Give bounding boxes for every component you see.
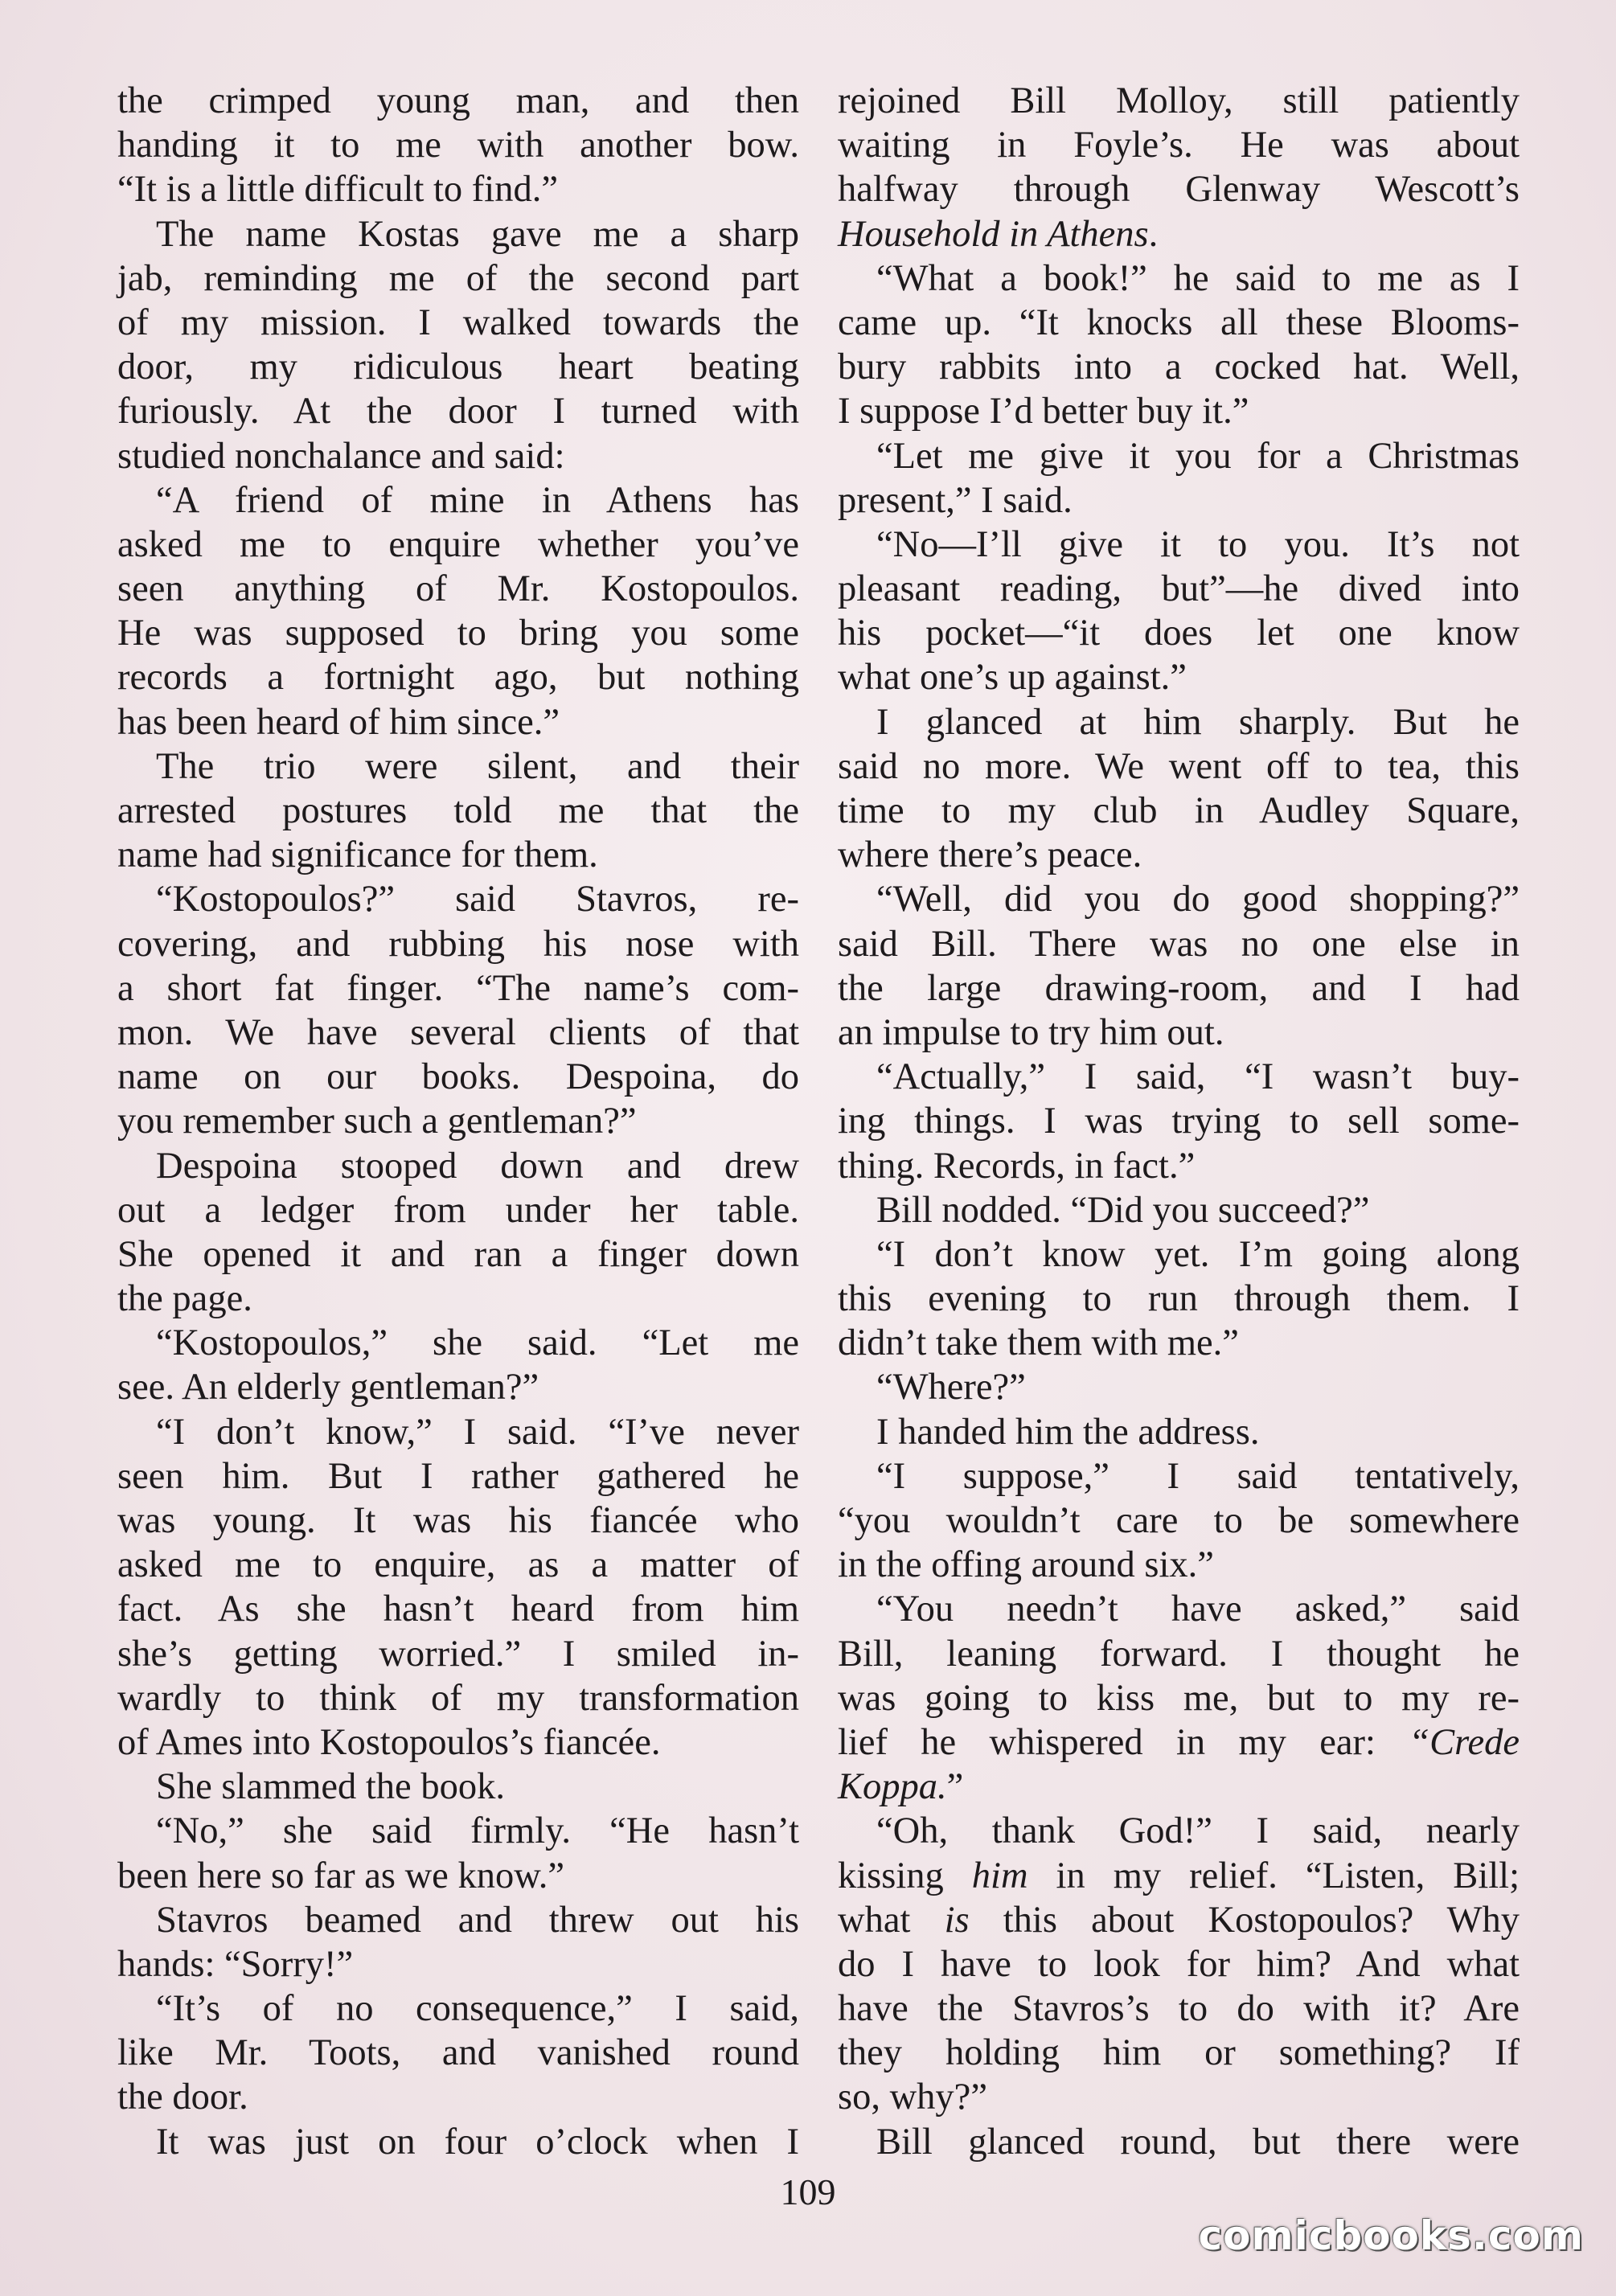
text-line: came up. “It knocks all these Blooms- (838, 301, 1520, 343)
text-line: “Well, did you do good shopping?” (876, 879, 1520, 920)
text-line: rejoined Bill Molloy, still patiently (838, 80, 1520, 121)
text-line: thing. Records, in fact.” (838, 1145, 1196, 1187)
text-line: have the Stavros’s to do with it? Are (838, 1988, 1520, 2030)
text-line: “It’s of no consequence,” I said, (156, 1988, 799, 2030)
text-line: furiously. At the door I turned with (117, 391, 799, 433)
text-line: an impulse to try him out. (838, 1011, 1224, 1053)
text-line: Bill glanced round, but there were (876, 2121, 1520, 2163)
text-line: jab, reminding me of the second part (117, 257, 799, 299)
text-line: mon. We have several clients of that (117, 1011, 799, 1053)
text-line: handing it to me with another bow. (117, 125, 799, 166)
text-line: she’s getting worried.” I smiled in- (117, 1633, 799, 1675)
italic-text: Koppa. (838, 1766, 947, 1808)
text-line: “I don’t know,” I said. “I’ve never (156, 1411, 799, 1453)
text-line: Despoina stooped down and drew (156, 1145, 799, 1187)
text-line: see. An elderly gentleman?” (117, 1367, 539, 1408)
text-line: was young. It was his fiancée who (117, 1500, 799, 1541)
text-line: The trio were silent, and their (156, 745, 799, 787)
italic-text: “Crede (1409, 1721, 1520, 1763)
text-line: “you wouldn’t care to be somewhere (838, 1500, 1520, 1541)
watermark-logo: comicbooks.com (1198, 2212, 1584, 2259)
text-line: pleasant reading, but”—he dived into (838, 568, 1520, 610)
text-line: didn’t take them with me.” (838, 1322, 1239, 1364)
right-text-column (838, 79, 1520, 2164)
text-line: The name Kostas gave me a sharp (156, 213, 799, 255)
text-line: Stavros beamed and threw out his (156, 1899, 799, 1941)
text-line: been here so far as we know.” (117, 1855, 565, 1896)
text-line: name on our books. Despoina, do (117, 1056, 799, 1098)
text-line: She opened it and ran a finger down (117, 1233, 799, 1275)
text-line: lief he whispered in my ear: “Crede (838, 1721, 1520, 1763)
text-line: wardly to think of my transformation (117, 1677, 799, 1719)
text-line: asked me to enquire whether you’ve (117, 523, 799, 565)
text-line: bury rabbits into a cocked hat. Well, (838, 346, 1520, 388)
text-line: ing things. I was trying to sell some- (838, 1101, 1520, 1142)
text-line: in the offing around six.” (838, 1544, 1214, 1586)
text-line: seen anything of Mr. Kostopoulos. (117, 568, 799, 610)
text-line: “What a book!” he said to me as I (876, 257, 1520, 299)
text-line: fact. As she hasn’t heard from him (117, 1589, 799, 1630)
text-line: out a ledger from under her table. (117, 1189, 799, 1231)
text-line: time to my club in Audley Square, (838, 790, 1520, 831)
text-line: I glanced at him sharply. But he (876, 701, 1520, 743)
text-line: Bill nodded. “Did you succeed?” (876, 1189, 1370, 1231)
text-line: the door. (117, 2077, 248, 2118)
italic-text: him (971, 1855, 1028, 1896)
text-line: waiting in Foyle’s. He was about (838, 125, 1520, 166)
text-line: what one’s up against.” (838, 657, 1187, 699)
text-line: kissing him in my relief. “Listen, Bill; (838, 1855, 1520, 1896)
text-line: where there’s peace. (838, 834, 1142, 876)
left-text-column (117, 79, 799, 2164)
text-line: door, my ridiculous heart beating (117, 346, 799, 388)
text-line: “It is a little difficult to find.” (117, 169, 558, 211)
text-line: his pocket—“it does let one know (838, 613, 1520, 654)
text-line: arrested postures told me that the (117, 790, 799, 831)
text-line: studied nonchalance and said: (117, 435, 565, 477)
text-line: records a fortnight ago, but nothing (117, 657, 799, 699)
text-line: the large drawing-room, and I had (838, 967, 1520, 1009)
italic-text: is (944, 1899, 970, 1941)
text-line: what is this about Kostopoulos? Why (838, 1899, 1520, 1941)
text-line: they holding him or something? If (838, 2032, 1520, 2074)
text-line: like Mr. Toots, and vanished round (117, 2032, 799, 2074)
text-line: halfway through Glenway Wescott’s (838, 169, 1520, 211)
text-line: was going to kiss me, but to my re- (838, 1677, 1520, 1719)
text-line: of my mission. I walked towards the (117, 301, 799, 343)
text-line: “No—I’ll give it to you. It’s not (876, 523, 1520, 565)
text-line: covering, and rubbing his nose with (117, 923, 799, 965)
text-line: “I don’t know yet. I’m going along (876, 1233, 1520, 1275)
text-line: She slammed the book. (156, 1766, 505, 1808)
text-line: “Where?” (876, 1367, 1026, 1408)
page-number: 109 (780, 2171, 836, 2212)
text-line: I suppose I’d better buy it.” (838, 391, 1249, 433)
text-line: “Actually,” I said, “I wasn’t buy- (876, 1056, 1520, 1098)
text-line: of Ames into Kostopoulos’s fiancée. (117, 1721, 661, 1763)
text-line: I handed him the address. (876, 1411, 1260, 1453)
text-line: Household in Athens. (838, 213, 1159, 255)
text-line: seen him. But I rather gathered he (117, 1455, 799, 1497)
text-line: “Let me give it you for a Christmas (876, 435, 1520, 477)
text-line: “Kostopoulos?” said Stavros, re- (156, 879, 799, 920)
text-line: “No,” she said firmly. “He hasn’t (156, 1810, 799, 1852)
text-line: hands: “Sorry!” (117, 1943, 354, 1985)
italic-text: Household in Athens (838, 213, 1149, 255)
text-line: Bill, leaning forward. I thought he (838, 1633, 1520, 1675)
text-line: has been heard of him since.” (117, 701, 560, 743)
text-line: do I have to look for him? And what (838, 1943, 1520, 1985)
text-line: said no more. We went off to tea, this (838, 745, 1520, 787)
text-line: “A friend of mine in Athens has (156, 479, 799, 521)
text-line: “You needn’t have asked,” said (876, 1589, 1520, 1630)
text-line: It was just on four o’clock when I (156, 2121, 799, 2163)
text-line: “Kostopoulos,” she said. “Let me (156, 1322, 799, 1364)
text-line: name had significance for them. (117, 834, 598, 876)
text-line: a short fat finger. “The name’s com- (117, 967, 799, 1009)
text-line: present,” I said. (838, 479, 1073, 521)
text-line: “Oh, thank God!” I said, nearly (876, 1810, 1520, 1852)
text-line: this evening to run through them. I (838, 1278, 1520, 1320)
text-line: He was supposed to bring you some (117, 613, 799, 654)
text-line: you remember such a gentleman?” (117, 1101, 637, 1142)
text-line: the crimped young man, and then (117, 80, 799, 121)
text-line: asked me to enquire, as a matter of (117, 1544, 799, 1586)
text-line: the page. (117, 1278, 252, 1320)
text-line: Koppa.” (838, 1766, 964, 1808)
text-line: said Bill. There was no one else in (838, 923, 1520, 965)
text-line: “I suppose,” I said tentatively, (876, 1455, 1520, 1497)
text-line: so, why?” (838, 2077, 987, 2118)
